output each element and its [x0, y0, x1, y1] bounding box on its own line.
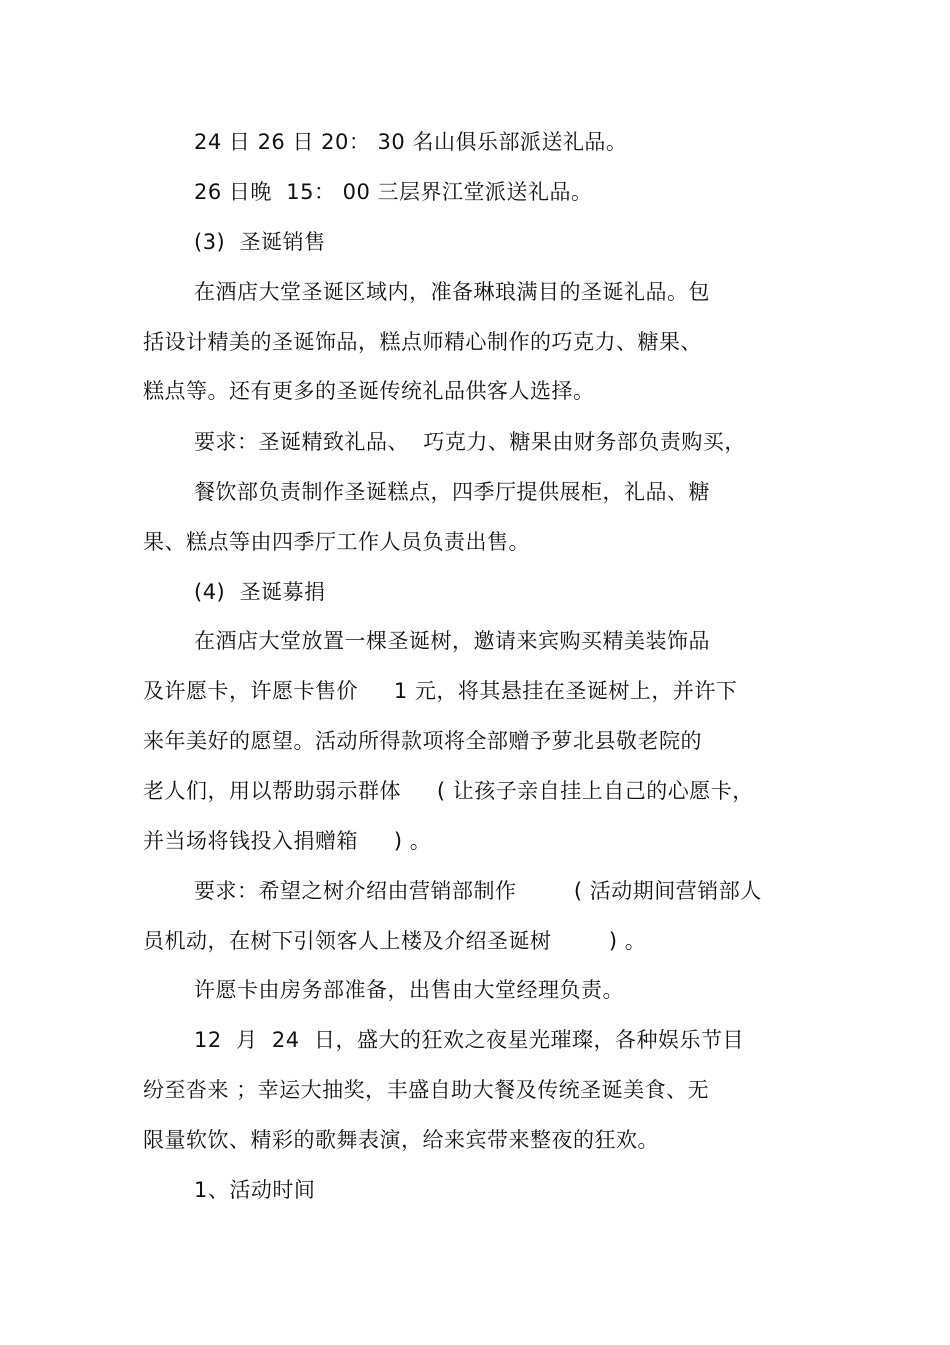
text-line: 来年美好的愿望。活动所得款项将全部赠予萝北县敬老院的 — [143, 729, 702, 753]
text-line: 及许愿卡，许愿卡售价 1 元，将其悬挂在圣诞树上，并许下 — [143, 679, 738, 703]
text-line: 员机动，在树下引领客人上楼及介绍圣诞树 ) 。 — [143, 929, 647, 953]
section-heading: 1、活动时间 — [194, 1178, 316, 1202]
text-line: 限量软饮、精彩的歌舞表演，给来宾带来整夜的狂欢。 — [143, 1128, 659, 1152]
section-heading: (3) 圣诞销售 — [194, 230, 326, 254]
text-line: 老人们，用以帮助弱示群体 ( 让孩子亲自挂上自己的心愿卡， — [143, 779, 754, 803]
text-line: 26 日晚 15： 00 三层界江堂派送礼品。 — [194, 180, 593, 204]
text-line: 并当场将钱投入捐赠箱 ) 。 — [143, 829, 432, 853]
text-line: 纷至沓来 ；幸运大抽奖，丰盛自助大餐及传统圣诞美食、无 — [143, 1078, 710, 1102]
text-line: 要求：希望之树介绍由营销部制作 ( 活动期间营销部人 — [194, 879, 762, 903]
text-line: 果、糕点等由四季厅工作人员负责出售。 — [143, 530, 530, 554]
text-line: 糕点等。还有更多的圣诞传统礼品供客人选择。 — [143, 379, 595, 403]
text-line: 括设计精美的圣诞饰品，糕点师精心制作的巧克力、糖果、 — [143, 330, 702, 354]
text-line: 在酒店大堂圣诞区域内，准备琳琅满目的圣诞礼品。包 — [194, 280, 710, 304]
section-heading: (4) 圣诞募捐 — [194, 580, 326, 604]
text-line: 要求：圣诞精致礼品、 巧克力、糖果由财务部负责购买， — [194, 430, 746, 454]
text-line: 24 日 26 日 20： 30 名山俱乐部派送礼品。 — [194, 130, 628, 154]
text-line: 12 月 24 日，盛大的狂欢之夜星光璀璨，各种娱乐节目 — [194, 1028, 744, 1052]
text-line: 在酒店大堂放置一棵圣诞树，邀请来宾购买精美装饰品 — [194, 629, 710, 653]
text-line: 餐饮部负责制作圣诞糕点，四季厅提供展柜，礼品、糖 — [194, 480, 710, 504]
text-line: 许愿卡由房务部准备，出售由大堂经理负责。 — [194, 978, 624, 1002]
